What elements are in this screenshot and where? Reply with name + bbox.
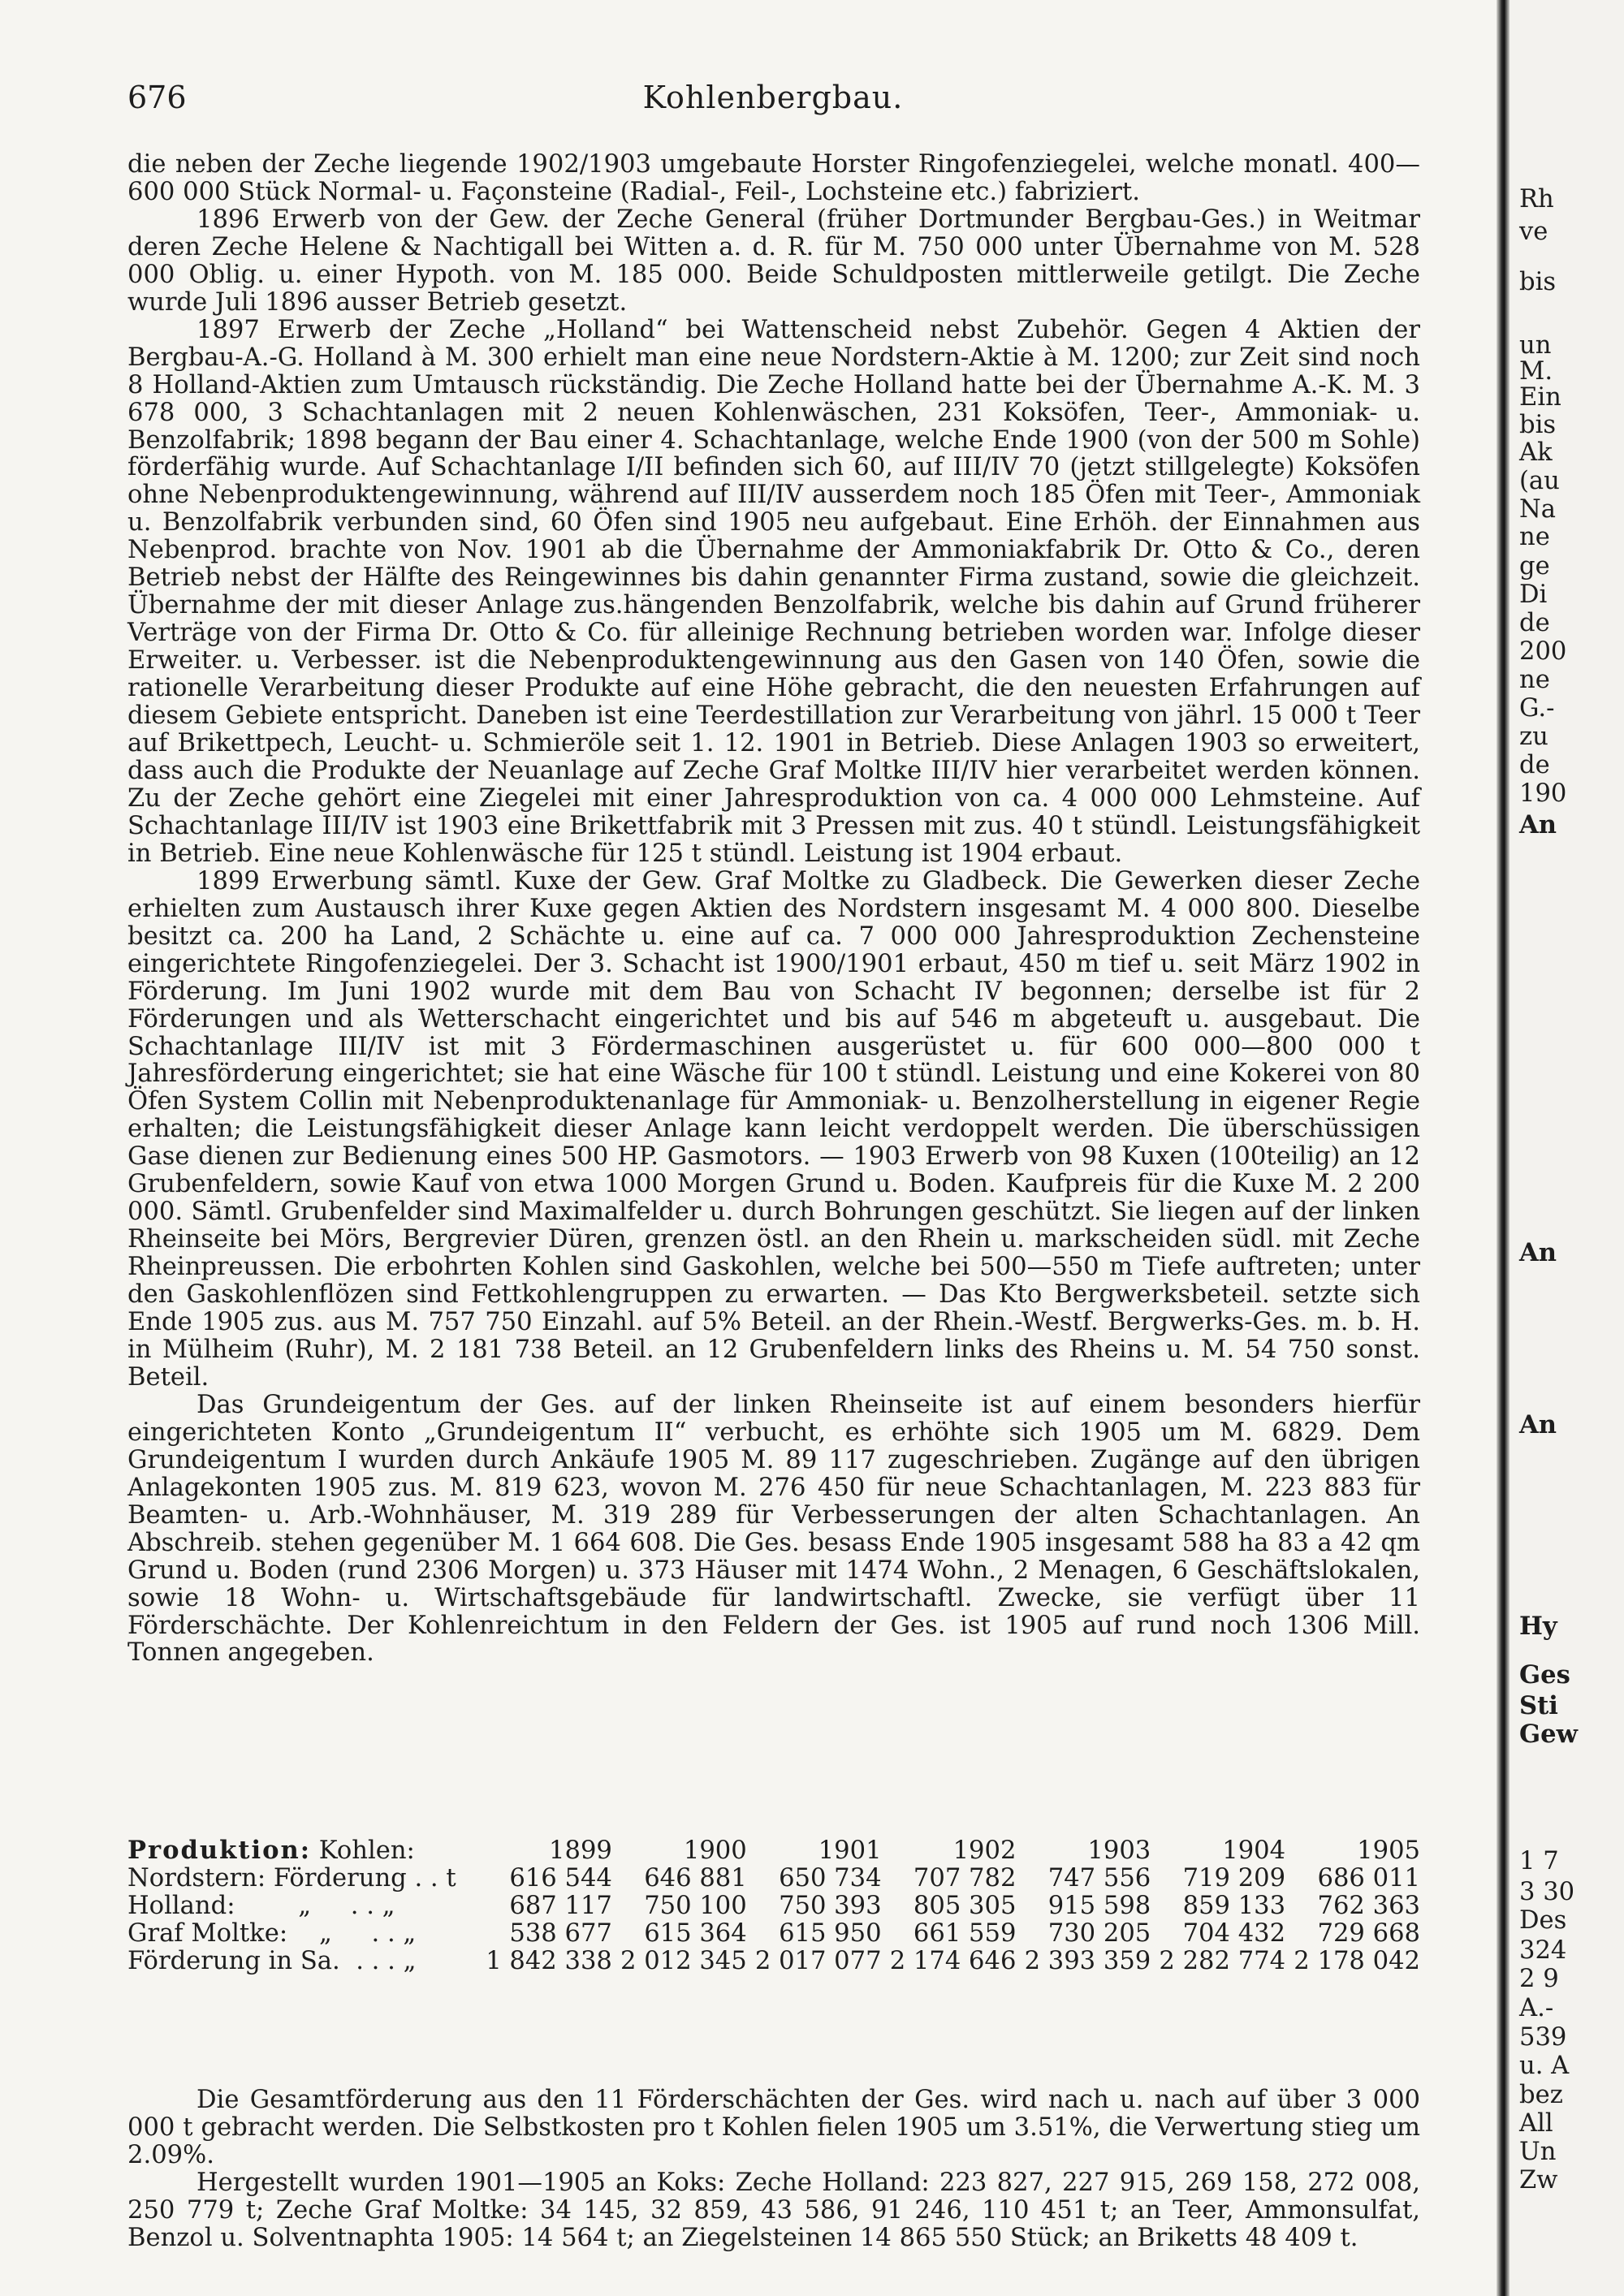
year-header: 1900 [683,1836,747,1865]
production-row [127,1920,1420,1948]
adjacent-page-fragment: Ak [1519,438,1553,467]
adjacent-page-fragment: Ges [1519,1660,1570,1690]
adjacent-page-fragment: Na [1519,495,1557,524]
production-value: 687 117 [509,1891,612,1920]
production-value: 2 393 359 [1024,1946,1151,1975]
production-value: 2 017 077 [754,1946,882,1975]
production-value: 747 556 [1047,1863,1151,1892]
adjacent-page-fragment: Hy [1519,1612,1557,1641]
row-label: Graf Moltke: „ . . „ [127,1918,417,1948]
production-value: 704 432 [1182,1918,1286,1948]
adjacent-page-fragment: An [1519,1410,1557,1439]
production-value: 915 598 [1047,1891,1151,1920]
adjacent-page-fragment: An [1519,810,1557,839]
production-value: 750 100 [644,1891,747,1920]
adjacent-page-fragment: Des [1519,1906,1567,1935]
adjacent-page-fragment: A.- [1519,1994,1554,2022]
production-value: 2 282 774 [1159,1946,1286,1975]
production-subtitle: Kohlen: [311,1836,415,1865]
paragraph: 1897 Erwerb der Zeche „Holland“ bei Wattenscheid nebst Zubehör. Gegen 4 Aktien der Bergbau-A.-G. Holland à M. 300 erhielt man eine neue Nordstern-Aktie à M. 1200; zur Zeit sind noch 8 Holland-Aktien zum Umtausch rückständig. Die Zeche Holland hatte bei der Übernahme A.-K. M. 3 678 000, 3 Schachtanlagen mit 2 neuen Kohlenwäschen, 231 Koksöfen, Teer-, Ammoniak- u. Benzolfabrik; 1898 begann der Bau einer 4. Schachtanlage, welche Ende 1900 (von der 500 m Sohle) förderfähig wurde. Auf Schachtanlage I/II befinden sich 60, auf III/IV 70 (jetzt stillgelegte) Koksöfen ohne Nebenproduktengewinnung, während auf III/IV ausserdem noch 185 Öfen mit Teer-, Ammoniak u. Benzolfabrik verbunden sind, 60 Öfen sind 1905 neu aufgebaut. Eine Erhöh. der Einnahmen aus Nebenprod. brachte von Nov. 1901 ab die Übernahme der Ammoniakfabrik Dr. Otto & Co., deren Betrieb nebst der Hälfte des Reingewinnes bis dahin genannter Firma zustand, sowie die gleichzeit. Übernahme der mit dieser Anlage zus.hängenden Benzolfabrik, welche bis dahin auf Grund früherer Verträge von der Firma Dr. Otto & Co. für alleinige Rechnung betrieben worden war. Infolge dieser Erweiter. u. Verbesser. ist die Nebenproduktengewinnung aus den Gasen von 140 Öfen, sowie die rationelle Verarbeitung dieser Produkte auf eine Höhe gebracht, die den neuesten Erfahrungen auf diesem Gebiete entspricht. Daneben ist eine Teerdestillation zur Verarbeitung von jährl. 15 000 t Teer auf Brikettpech, Leucht- u. Schmieröle seit 1. 12. 1901 in Betrieb. Diese Anlagen 1903 so erweitert, dass auch die Produkte der Neuanlage auf Zeche Graf Moltke III/IV hier verarbeitet werden können. Zu der Zeche gehört eine Ziegelei mit einer Jahresproduktion von ca. 4 000 000 Lehmsteine. Auf Schachtanlage III/IV ist 1903 eine Brikettfabrik mit 3 Pressen mit zus. 40 t stündl. Leistungsfähigkeit in Betrieb. Eine neue Kohlenwäsche für 125 t stündl. Leistung ist 1904 erbaut. [127,315,1420,868]
page-number: 676 [127,80,187,115]
adjacent-page-fragment: bis [1519,268,1557,296]
production-table [127,1837,1420,1975]
row-label: Nordstern: Förderung . . t [127,1863,456,1892]
year-header: 1902 [952,1836,1017,1865]
body-text [127,151,1420,1667]
year-header: 1903 [1087,1836,1151,1865]
production-value: 2 012 345 [620,1946,747,1975]
adjacent-page-fragment: ne [1519,666,1550,694]
paragraph: die neben der Zeche liegende 1902/1903 umgebaute Horster Ringofenziegelei, welche monatl. 400—600 000 Stück Normal- u. Façonsteine (Radial-, Feil-, Lochsteine etc.) fabriziert. [127,150,1420,206]
adjacent-page-fragment: G.- [1519,694,1555,723]
adjacent-page-fragment: un [1519,331,1552,360]
production-header-row [127,1837,1420,1865]
adjacent-page-fragment: Sti [1519,1691,1558,1720]
adjacent-page-fragment: de [1519,751,1550,779]
production-value: 650 734 [779,1863,882,1892]
production-value: 2 178 042 [1294,1946,1420,1975]
production-value: 615 950 [779,1918,882,1948]
production-value: 615 364 [644,1918,747,1948]
running-title: Kohlenbergbau. [642,80,904,115]
production-row [127,1948,1420,1975]
adjacent-page-fragment: de [1519,609,1550,637]
adjacent-page-fragment: (au [1519,467,1560,495]
adjacent-page-fragment: An [1519,1238,1557,1267]
production-value: 729 668 [1317,1918,1420,1948]
production-row [127,1892,1420,1920]
book-gutter [1497,0,1510,2296]
adjacent-page-fragment: 200 [1519,637,1567,666]
production-value: 538 677 [509,1918,612,1948]
production-value: 1 842 338 [486,1946,612,1975]
row-label: Holland: „ . . „ [127,1891,395,1920]
production-value: 2 174 646 [889,1946,1017,1975]
production-value: 762 363 [1317,1891,1420,1920]
adjacent-page-fragment: zu [1519,723,1548,751]
adjacent-page-fragment: bis [1519,411,1557,439]
adjacent-page-fragment: Di [1519,580,1548,609]
adjacent-page-fragment: Rh [1519,185,1554,214]
paragraph: Die Gesamtförderung aus den 11 Förderschächten der Ges. wird nach u. nach auf über 3 000 000 t gebracht werden. Die Selbstkosten pro t Kohlen fielen 1905 um 3.51%, die Verwertung stieg um 2.09%. [127,2086,1420,2169]
adjacent-page-fragment: Gew [1519,1720,1578,1749]
adjacent-page-fragment: M. [1519,357,1553,386]
paragraph: 1896 Erwerb von der Gew. der Zeche General (früher Dortmunder Bergbau-Ges.) in Weitmar deren Zeche Helene & Nachtigall bei Witten a. d. R. für M. 750 000 unter Übernahme von M. 528 000 Oblig. u. einer Hypoth. von M. 185 000. Beide Schuldposten mittlerweile getilgt. Die Zeche wurde Juli 1896 ausser Betrieb gesetzt. [127,205,1420,317]
production-value: 616 544 [509,1863,612,1892]
production-label: Produktion: [127,1836,312,1865]
production-value: 750 393 [779,1891,882,1920]
year-header: 1901 [818,1836,882,1865]
adjacent-page-fragment: bez [1519,2081,1563,2109]
production-value: 805 305 [913,1891,1017,1920]
row-label: Förderung in Sa. . . . „ [127,1946,417,1975]
production-value: 730 205 [1047,1918,1151,1948]
adjacent-page-fragment: 2 9 [1519,1965,1559,1993]
adjacent-page-fragment: u. A [1519,2052,1570,2080]
adjacent-page-fragment: ve [1519,218,1548,246]
adjacent-page-fragment: Un [1519,2138,1557,2166]
year-header: 1899 [549,1836,612,1865]
production-value: 719 209 [1182,1863,1286,1892]
production-value: 646 881 [644,1863,747,1892]
production-row [127,1865,1420,1892]
production-value: 686 011 [1317,1863,1420,1892]
year-header: 1904 [1222,1836,1286,1865]
paragraph: 1899 Erwerbung sämtl. Kuxe der Gew. Graf Moltke zu Gladbeck. Die Gewerken dieser Zeche erhielten zum Austausch ihrer Kuxe gegen Aktien des Nordstern insgesamt M. 4 000 800. Dieselbe besitzt ca. 200 ha Land, 2 Schächte u. eine auf ca. 7 000 000 Jahresproduktion Zechensteine eingerichtete Ringofenziegelei. Der 3. Schacht ist 1900/1901 erbaut, 450 m tief u. seit März 1902 in Förderung. Im Juni 1902 wurde mit dem Bau von Schacht IV begonnen; derselbe ist für 2 Förderungen und als Wetterschacht eingerichtet und bis auf 546 m abgeteuft u. ausgebaut. Die Schachtanlage III/IV ist mit 3 Fördermaschinen ausgerüstet u. für 600 000—800 000 t Jahresförderung eingerichtet; sie hat eine Wäsche für 100 t stündl. Leistung und eine Kokerei von 80 Öfen System Collin mit Nebenproduktenanlage für Ammoniak- u. Benzolherstellung in eigener Regie erhalten; die Leistungsfähigkeit dieser Anlage kann leicht verdoppelt werden. Die überschüssigen Gase dienen zur Bedienung eines 500 HP. Gasmotors. — 1903 Erwerb von 98 Kuxen (100teilig) an 12 Grubenfeldern, sowie Kauf von etwa 1000 Morgen Grund u. Boden. Kaufpreis für die Kuxe M. 2 200 000. Sämtl. Grubenfelder sind Maximalfelder u. durch Bohrungen geschützt. Sie liegen auf der linken Rheinseite bei Mörs, Bergrevier Düren, grenzen östl. an den Rhein u. markscheiden südl. mit Zeche Rheinpreussen. Die erbohrten Kohlen sind Gaskohlen, welche bei 500—550 m Tiefe auftreten; unter den Gaskohlenflözen sind Fettkohlengruppen zu erwarten. — Das Kto Bergwerksbeteil. setzte sich Ende 1905 zus. aus M. 757 750 Einzahl. auf 5% Beteil. an der Rhein.-Westf. Bergwerks-Ges. m. b. H. in Mülheim (Ruhr), M. 2 181 738 Beteil. an 12 Grubenfeldern links des Rheins u. M. 54 750 sonst. Beteil. [127,866,1420,1392]
adjacent-page-fragment: 324 [1519,1936,1567,1965]
adjacent-page-fragment: 539 [1519,2023,1567,2052]
adjacent-page-fragment: ne [1519,523,1550,551]
adjacent-page-fragment: Zw [1519,2166,1558,2195]
production-value: 707 782 [913,1863,1017,1892]
adjacent-page-fragment: 190 [1519,779,1567,808]
adjacent-page-fragment: Ein [1519,383,1561,412]
adjacent-page-fragment: 1 7 [1519,1847,1559,1875]
paragraph: Das Grundeigentum der Ges. auf der linken Rheinseite ist auf einem besonders hierfür eingerichteten Konto „Grundeigentum II“ verbucht, es erhöhte sich 1905 um M. 6829. Dem Grundeigentum I wurden durch Ankäufe 1905 M. 89 117 zugeschrieben. Zugänge auf den übrigen Anlagekonten 1905 zus. M. 819 623, wovon M. 276 450 für neue Schachtanlagen, M. 223 883 für Beamten- u. Arb.-Wohnhäuser, M. 319 289 für Verbesserungen der alten Schachtanlagen. An Abschreib. stehen gegenüber M. 1 664 608. Die Ges. besass Ende 1905 insgesamt 588 ha 83 a 42 qm Grund u. Boden (rund 2306 Morgen) u. 373 Häuser mit 1474 Wohn., 2 Menagen, 6 Geschäftslokalen, sowie 18 Wohn- u. Wirtschaftsgebäude für landwirtschaftl. Zwecke, sie verfügt über 11 Förderschächte. Der Kohlenreichtum in den Feldern der Ges. ist 1905 auf rund noch 1306 Mill. Tonnen angegeben. [127,1390,1420,1668]
paragraph: Hergestellt wurden 1901—1905 an Koks: Zeche Holland: 223 827, 227 915, 269 158, 272 008, 250 779 t; Zeche Graf Moltke: 34 145, 32 859, 43 586, 91 246, 110 451 t; an Teer, Ammonsulfat, Benzol u. Solventnaphta 1905: 14 564 t; an Ziegelsteinen 14 865 550 Stück; an Briketts 48 409 t. [127,2168,1420,2252]
production-value: 859 133 [1182,1891,1286,1920]
year-header: 1905 [1357,1836,1420,1865]
tail-text [127,2087,1420,2252]
adjacent-page-fragment: 3 30 [1519,1878,1575,1906]
production-value: 661 559 [913,1918,1017,1948]
adjacent-page-edge [1510,0,1624,2296]
page-header [127,80,1419,120]
adjacent-page-fragment: ge [1519,552,1550,580]
production-title [127,1837,477,1865]
adjacent-page-fragment: All [1519,2109,1553,2138]
